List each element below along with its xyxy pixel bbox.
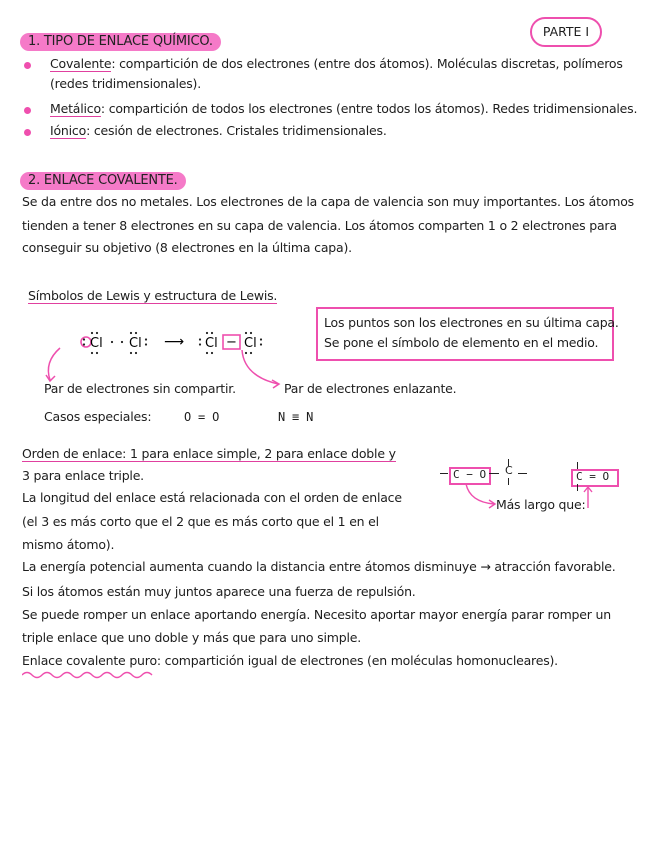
bond-stub: [440, 473, 448, 474]
pure-covalent-line: [22, 653, 558, 669]
bond-order-text: Orden de enlace: 1 para enlace simple, 2 para enlace doble y: [22, 446, 396, 461]
term-covalente: Covalente: [50, 56, 112, 71]
lewis-info-box: [316, 307, 619, 361]
bullet-icon: [24, 129, 31, 136]
co-single-bond-box: [449, 467, 491, 485]
label-unshared-pair: Par de electrones sin compartir.: [44, 381, 236, 396]
section2-para-2: tienden a tener 8 electrones en su capa de valencia. Los átomos comparten 1 o 2 electrones para: [22, 218, 617, 233]
bond-stub: [508, 459, 509, 466]
metalico-desc: : compartición de todos los electrones (entre todos los átomos). Redes tridimensionales.: [100, 101, 638, 116]
pointer-arrow-icon: [578, 486, 598, 510]
section2-title: 2. ENLACE COVALENTE.: [20, 172, 186, 190]
oxygen-double-bond: O = O: [184, 410, 220, 424]
bond-order-line-2: 3 para enlace triple.: [22, 468, 144, 483]
nitrogen-triple-bond: N ≡ N: [278, 410, 314, 424]
covalente-desc-cont: (redes tridimensionales).: [50, 76, 201, 91]
section2-para-3: conseguir su objetivo (8 electrones en la última capa).: [22, 240, 352, 255]
chlorine-atom-1: Cl: [90, 336, 103, 351]
list-item-covalente: [50, 56, 623, 72]
single-bond: −: [226, 335, 237, 350]
section1-heading: [20, 33, 221, 50]
reaction-arrow-icon: ⟶: [164, 334, 185, 350]
pure-covalent-term: Enlace covalente puro: [22, 653, 157, 668]
ionico-desc: : cesión de electrones. Cristales tridimensionales.: [86, 123, 387, 138]
list-item-ionico: [50, 123, 387, 139]
bond-stub: [577, 462, 578, 469]
co-double-bond: C = O: [576, 470, 610, 483]
chlorine-atom-2: Cl: [129, 336, 142, 351]
bond-stub: [508, 478, 509, 485]
bond-stub: [518, 473, 527, 474]
wavy-underline: [22, 670, 162, 680]
bullet-icon: [24, 107, 31, 114]
lewis-info-line-1: Los puntos son los electrones en su última capa.: [324, 315, 619, 330]
bond-order-line-4: (el 3 es más corto que el 2 que es más corto que el 1 en el: [22, 514, 379, 529]
bond-order-line-5: mismo átomo).: [22, 537, 115, 552]
bond-stub: [489, 473, 499, 474]
label-bonding-pair: Par de electrones enlazante.: [284, 381, 457, 396]
part-badge: [530, 17, 602, 47]
term-ionico: Iónico: [50, 123, 87, 138]
co-double-bond-box: [571, 469, 619, 487]
lewis-info-line-2: Se pone el símbolo de elemento en el medio.: [324, 335, 599, 350]
energy-line-2: Si los átomos están muy juntos aparece una fuerza de repulsión.: [22, 584, 416, 599]
chlorine-atom-3: Cl: [205, 336, 218, 351]
energy-line-1: La energía potencial aumenta cuando la distancia entre átomos disminuye → atracción favorable.: [22, 559, 616, 574]
carbon-atom: C: [505, 464, 513, 477]
bond-order-line-3: La longitud del enlace está relacionada con el orden de enlace: [22, 490, 402, 505]
bullet-icon: [24, 62, 31, 69]
covalente-desc: : compartición de dos electrones (entre dos átomos). Moléculas discretas, polímeros: [111, 56, 623, 71]
section1-title: 1. TIPO DE ENLACE QUÍMICO.: [20, 33, 221, 51]
co-single-bond: C − O: [453, 468, 487, 481]
pure-covalent-desc: : compartición igual de electrones (en moléculas homonucleares).: [156, 653, 558, 668]
lewis-subtitle: [28, 288, 277, 304]
list-item-metalico: [50, 101, 637, 117]
section2-para-1: Se da entre dos no metales. Los electrones de la capa de valencia son muy importantes. Los átomos: [22, 194, 634, 209]
bond-order-line-1: [22, 446, 396, 462]
chlorine-atom-4: Cl: [244, 336, 257, 351]
energy-line-3: Se puede romper un enlace aportando energía. Necesito aportar mayor energía parar romper un: [22, 607, 611, 622]
lewis-subtitle-text: Símbolos de Lewis y estructura de Lewis.: [28, 288, 278, 303]
term-metalico: Metálico: [50, 101, 101, 116]
special-cases-label: Casos especiales:: [44, 409, 152, 424]
energy-line-4: triple enlace que uno doble y más que para uno simple.: [22, 630, 361, 645]
section2-heading: [20, 172, 186, 189]
part-badge-text: PARTE I: [542, 24, 590, 39]
longer-than-label: Más largo que:: [496, 497, 586, 512]
